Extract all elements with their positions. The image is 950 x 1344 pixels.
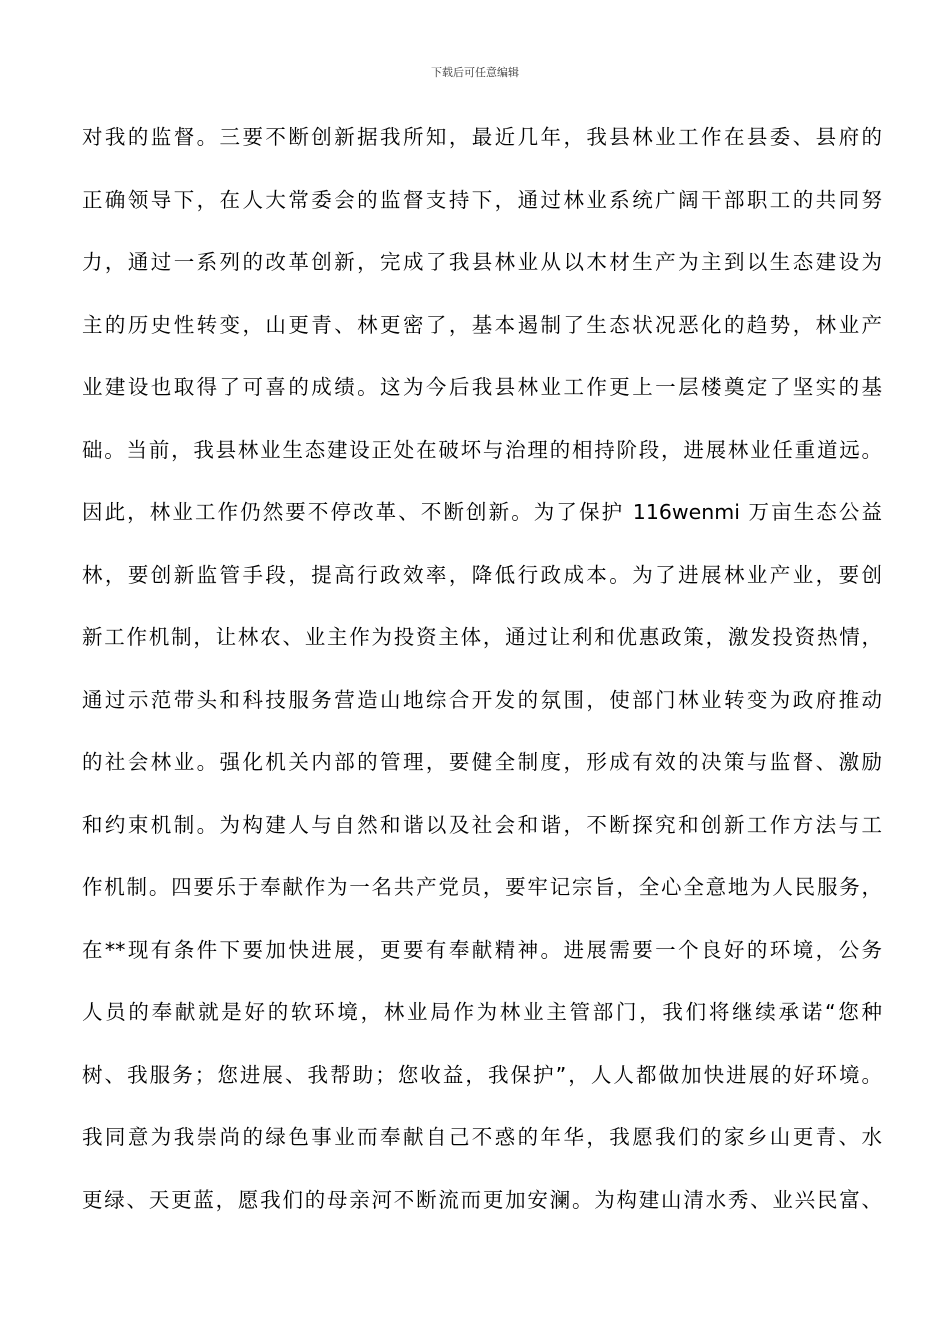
text-line: 和约束机制。为构建人与自然和谐以及社会和谐，不断探究和创新工作方法与工 bbox=[82, 812, 882, 837]
text-line: 更绿、天更蓝，愿我们的母亲河不断流而更加安澜。为构建山清水秀、业兴民富、 bbox=[82, 1187, 882, 1212]
text-line: 业建设也取得了可喜的成绩。这为今后我县林业工作更上一层楼奠定了坚实的基 bbox=[82, 375, 882, 399]
text-line: 础。当前，我县林业生态建设正处在破坏与治理的相持阶段，进展林业任重道远。 bbox=[82, 437, 882, 462]
text-line: 的社会林业。强化机关内部的管理，要健全制度，形成有效的决策与监督、激励 bbox=[82, 750, 882, 774]
text-line: 林，要创新监管手段，提高行政效率，降低行政成本。为了进展林业产业，要创 bbox=[82, 562, 882, 587]
text-line: 对我的监督。三要不断创新据我所知，最近几年，我县林业工作在县委、县府的 bbox=[82, 125, 882, 149]
body-text bbox=[82, 116, 882, 1241]
text-line: 力，通过一系列的改革创新，完成了我县林业从以木材生产为主到以生态建设为 bbox=[82, 250, 882, 274]
page-header: 下载后可任意编辑 bbox=[431, 66, 519, 79]
text-line: 主的历史性转变，山更青、林更密了，基本遏制了生态状况恶化的趋势，林业产 bbox=[82, 312, 882, 337]
text-line: 树、我服务；您进展、我帮助；您收益，我保护”，人人都做加快进展的好环境。 bbox=[82, 1062, 882, 1087]
text-line: 因此，林业工作仍然要不停改革、不断创新。为了保护 116wenmi 万亩生态公益 bbox=[82, 500, 882, 524]
text-line: 我同意为我崇尚的绿色事业而奉献自己不惑的年华，我愿我们的家乡山更青、水 bbox=[82, 1125, 882, 1149]
text-line: 新工作机制，让林农、业主作为投资主体，通过让利和优惠政策，激发投资热情， bbox=[82, 625, 882, 649]
text-line: 人员的奉献就是好的软环境，林业局作为林业主管部门，我们将继续承诺“您种 bbox=[82, 1000, 882, 1024]
text-line: 通过示范带头和科技服务营造山地综合开发的氛围，使部门林业转变为政府推动 bbox=[82, 687, 882, 712]
text-line: 正确领导下，在人大常委会的监督支持下，通过林业系统广阔干部职工的共同努 bbox=[82, 187, 882, 212]
text-line: 在**现有条件下要加快进展，更要有奉献精神。进展需要一个良好的环境，公务 bbox=[82, 937, 882, 962]
text-line: 作机制。四要乐于奉献作为一名共产党员，要牢记宗旨，全心全意地为人民服务， bbox=[82, 875, 882, 899]
